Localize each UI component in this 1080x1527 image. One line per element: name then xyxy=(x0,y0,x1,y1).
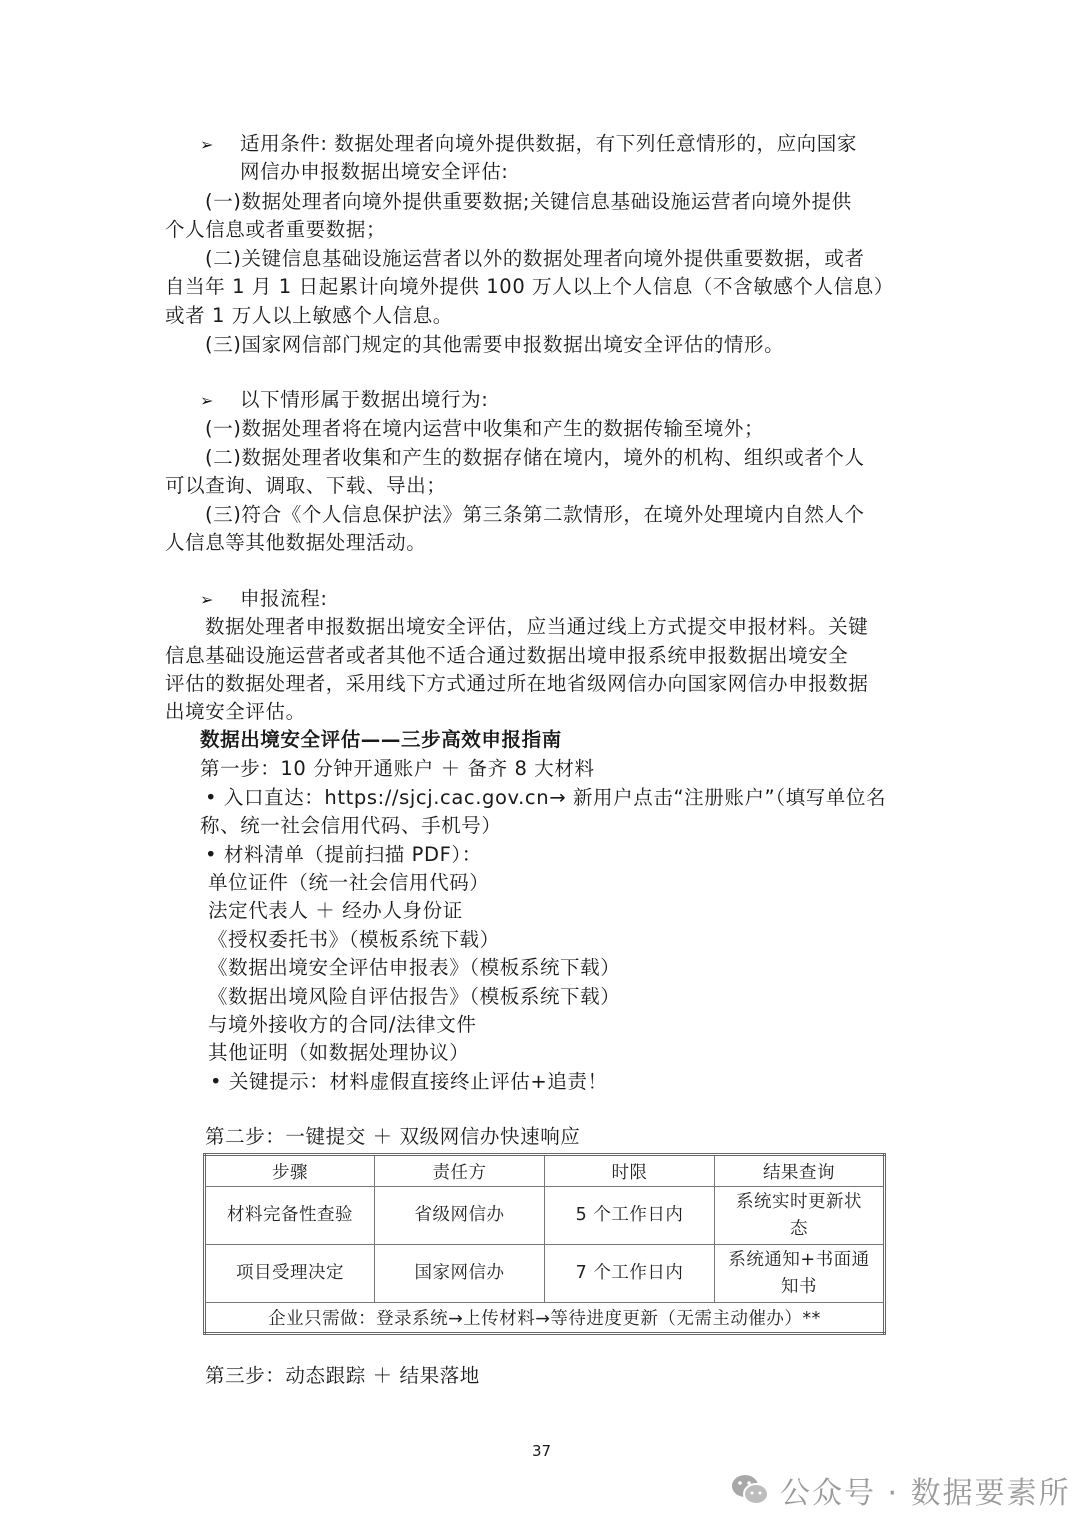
condition-line: (二)关键信息基础设施运营者以外的数据处理者向境外提供重要数据，或者 xyxy=(205,247,865,270)
process-heading: ➢ 申报流程: xyxy=(200,585,328,614)
behavior-line: 可以查询、调取、下载、导出； xyxy=(165,474,447,497)
table-cell: 项目受理决定 xyxy=(205,1245,375,1303)
condition-line: (一)数据处理者向境外提供重要数据;关键信息基础设施运营者向境外提供 xyxy=(205,190,852,213)
warning-note: • 关键提示：材料虚假直接终止评估+追责！ xyxy=(210,1070,608,1093)
table-cell: 系统通知+书面通知书 xyxy=(715,1245,885,1303)
material-item: 《数据出境安全评估申报表》（模板系统下载） xyxy=(208,956,621,979)
step2-table xyxy=(203,1153,886,1335)
behavior-line: 人信息等其他数据处理活动。 xyxy=(165,531,427,554)
conditions-heading-cont: 网信办申报数据出境安全评估: xyxy=(240,160,509,183)
step1-entry-line: • 入口直达：https://sjcj.cac.gov.cn→ 新用户点击“注册账户”（填写单位名 xyxy=(205,786,887,809)
table-cell: 5 个工作日内 xyxy=(545,1187,715,1245)
watermark-text: 公众号 · 数据要素所 xyxy=(780,1476,1071,1511)
table-row xyxy=(205,1187,885,1245)
behavior-line: (三)符合《个人信息保护法》第三条第二款情形，在境外处理境内自然人个 xyxy=(205,503,865,526)
table-cell: 材料完备性查验 xyxy=(205,1187,375,1245)
column-header: 时限 xyxy=(545,1155,715,1187)
guide-title: 数据出境安全评估——三步高效申报指南 xyxy=(200,728,562,751)
behavior-line: (二)数据处理者收集和产生的数据存储在境内，境外的机构、组织或者个人 xyxy=(205,446,865,469)
table-cell: 系统实时更新状态 xyxy=(715,1187,885,1245)
process-line: 信息基础设施运营者或者其他不适合通过数据出境申报系统申报数据出境安全 xyxy=(165,644,849,667)
table-note-row xyxy=(205,1303,885,1334)
process-line: 数据处理者申报数据出境安全评估，应当通过线上方式提交申报材料。关键 xyxy=(205,615,869,638)
column-header: 责任方 xyxy=(375,1155,545,1187)
condition-line: 或者 1 万人以上敏感个人信息。 xyxy=(165,304,453,327)
material-item: 其他证明（如数据处理协议） xyxy=(208,1041,470,1064)
table-cell: 国家网信办 xyxy=(375,1245,545,1303)
table-header-row xyxy=(205,1155,885,1187)
step1-title: 第一步：10 分钟开通账户 ＋ 备齐 8 大材料 xyxy=(200,757,595,780)
table-note: 企业只需做：登录系统→上传材料→等待进度更新（无需主动催办）** xyxy=(205,1303,885,1334)
process-line: 评估的数据处理者，采用线下方式通过所在地省级网信办向国家网信办申报数据 xyxy=(165,672,869,695)
page-number: 37 xyxy=(532,1442,552,1460)
table-cell: 7 个工作日内 xyxy=(545,1245,715,1303)
arrow-bullet-icon: ➢ xyxy=(200,590,215,609)
arrow-bullet-icon: ➢ xyxy=(200,135,215,154)
step1-entry-line-cont: 称、统一社会信用代码、手机号） xyxy=(200,814,502,837)
material-item: 《数据出境风险自评估报告》（模板系统下载） xyxy=(208,985,621,1008)
arrow-bullet-icon: ➢ xyxy=(200,391,215,410)
behaviors-heading: ➢ 以下情形属于数据出境行为: xyxy=(200,386,488,415)
watermark xyxy=(730,1468,1071,1512)
conditions-heading: ➢ 适用条件: 数据处理者向境外提供数据，有下列任意情形的，应向国家 xyxy=(200,130,857,159)
table-cell: 省级网信办 xyxy=(375,1187,545,1245)
behavior-line: (一)数据处理者将在境内运营中收集和产生的数据传输至境外； xyxy=(205,417,765,440)
column-header: 步骤 xyxy=(205,1155,375,1187)
step3-title: 第三步：动态跟踪 ＋ 结果落地 xyxy=(205,1364,480,1387)
materials-heading: • 材料清单（提前扫描 PDF）： xyxy=(205,843,482,866)
condition-line: 自当年 1 月 1 日起累计向境外提供 100 万人以上个人信息（不含敏感个人信息） xyxy=(165,275,894,298)
table-row xyxy=(205,1245,885,1303)
column-header: 结果查询 xyxy=(715,1155,885,1187)
condition-line: 个人信息或者重要数据； xyxy=(165,218,387,241)
material-item: 法定代表人 ＋ 经办人身份证 xyxy=(208,899,463,922)
material-item: 单位证件（统一社会信用代码） xyxy=(208,871,490,894)
wechat-icon xyxy=(730,1472,770,1508)
material-item: 《授权委托书》（模板系统下载） xyxy=(208,928,500,951)
step2-title: 第二步：一键提交 ＋ 双级网信办快速响应 xyxy=(205,1125,581,1148)
condition-line: (三)国家网信部门规定的其他需要申报数据出境安全评估的情形。 xyxy=(205,333,785,356)
process-line: 出境安全评估。 xyxy=(165,700,306,723)
material-item: 与境外接收方的合同/法律文件 xyxy=(208,1013,477,1036)
